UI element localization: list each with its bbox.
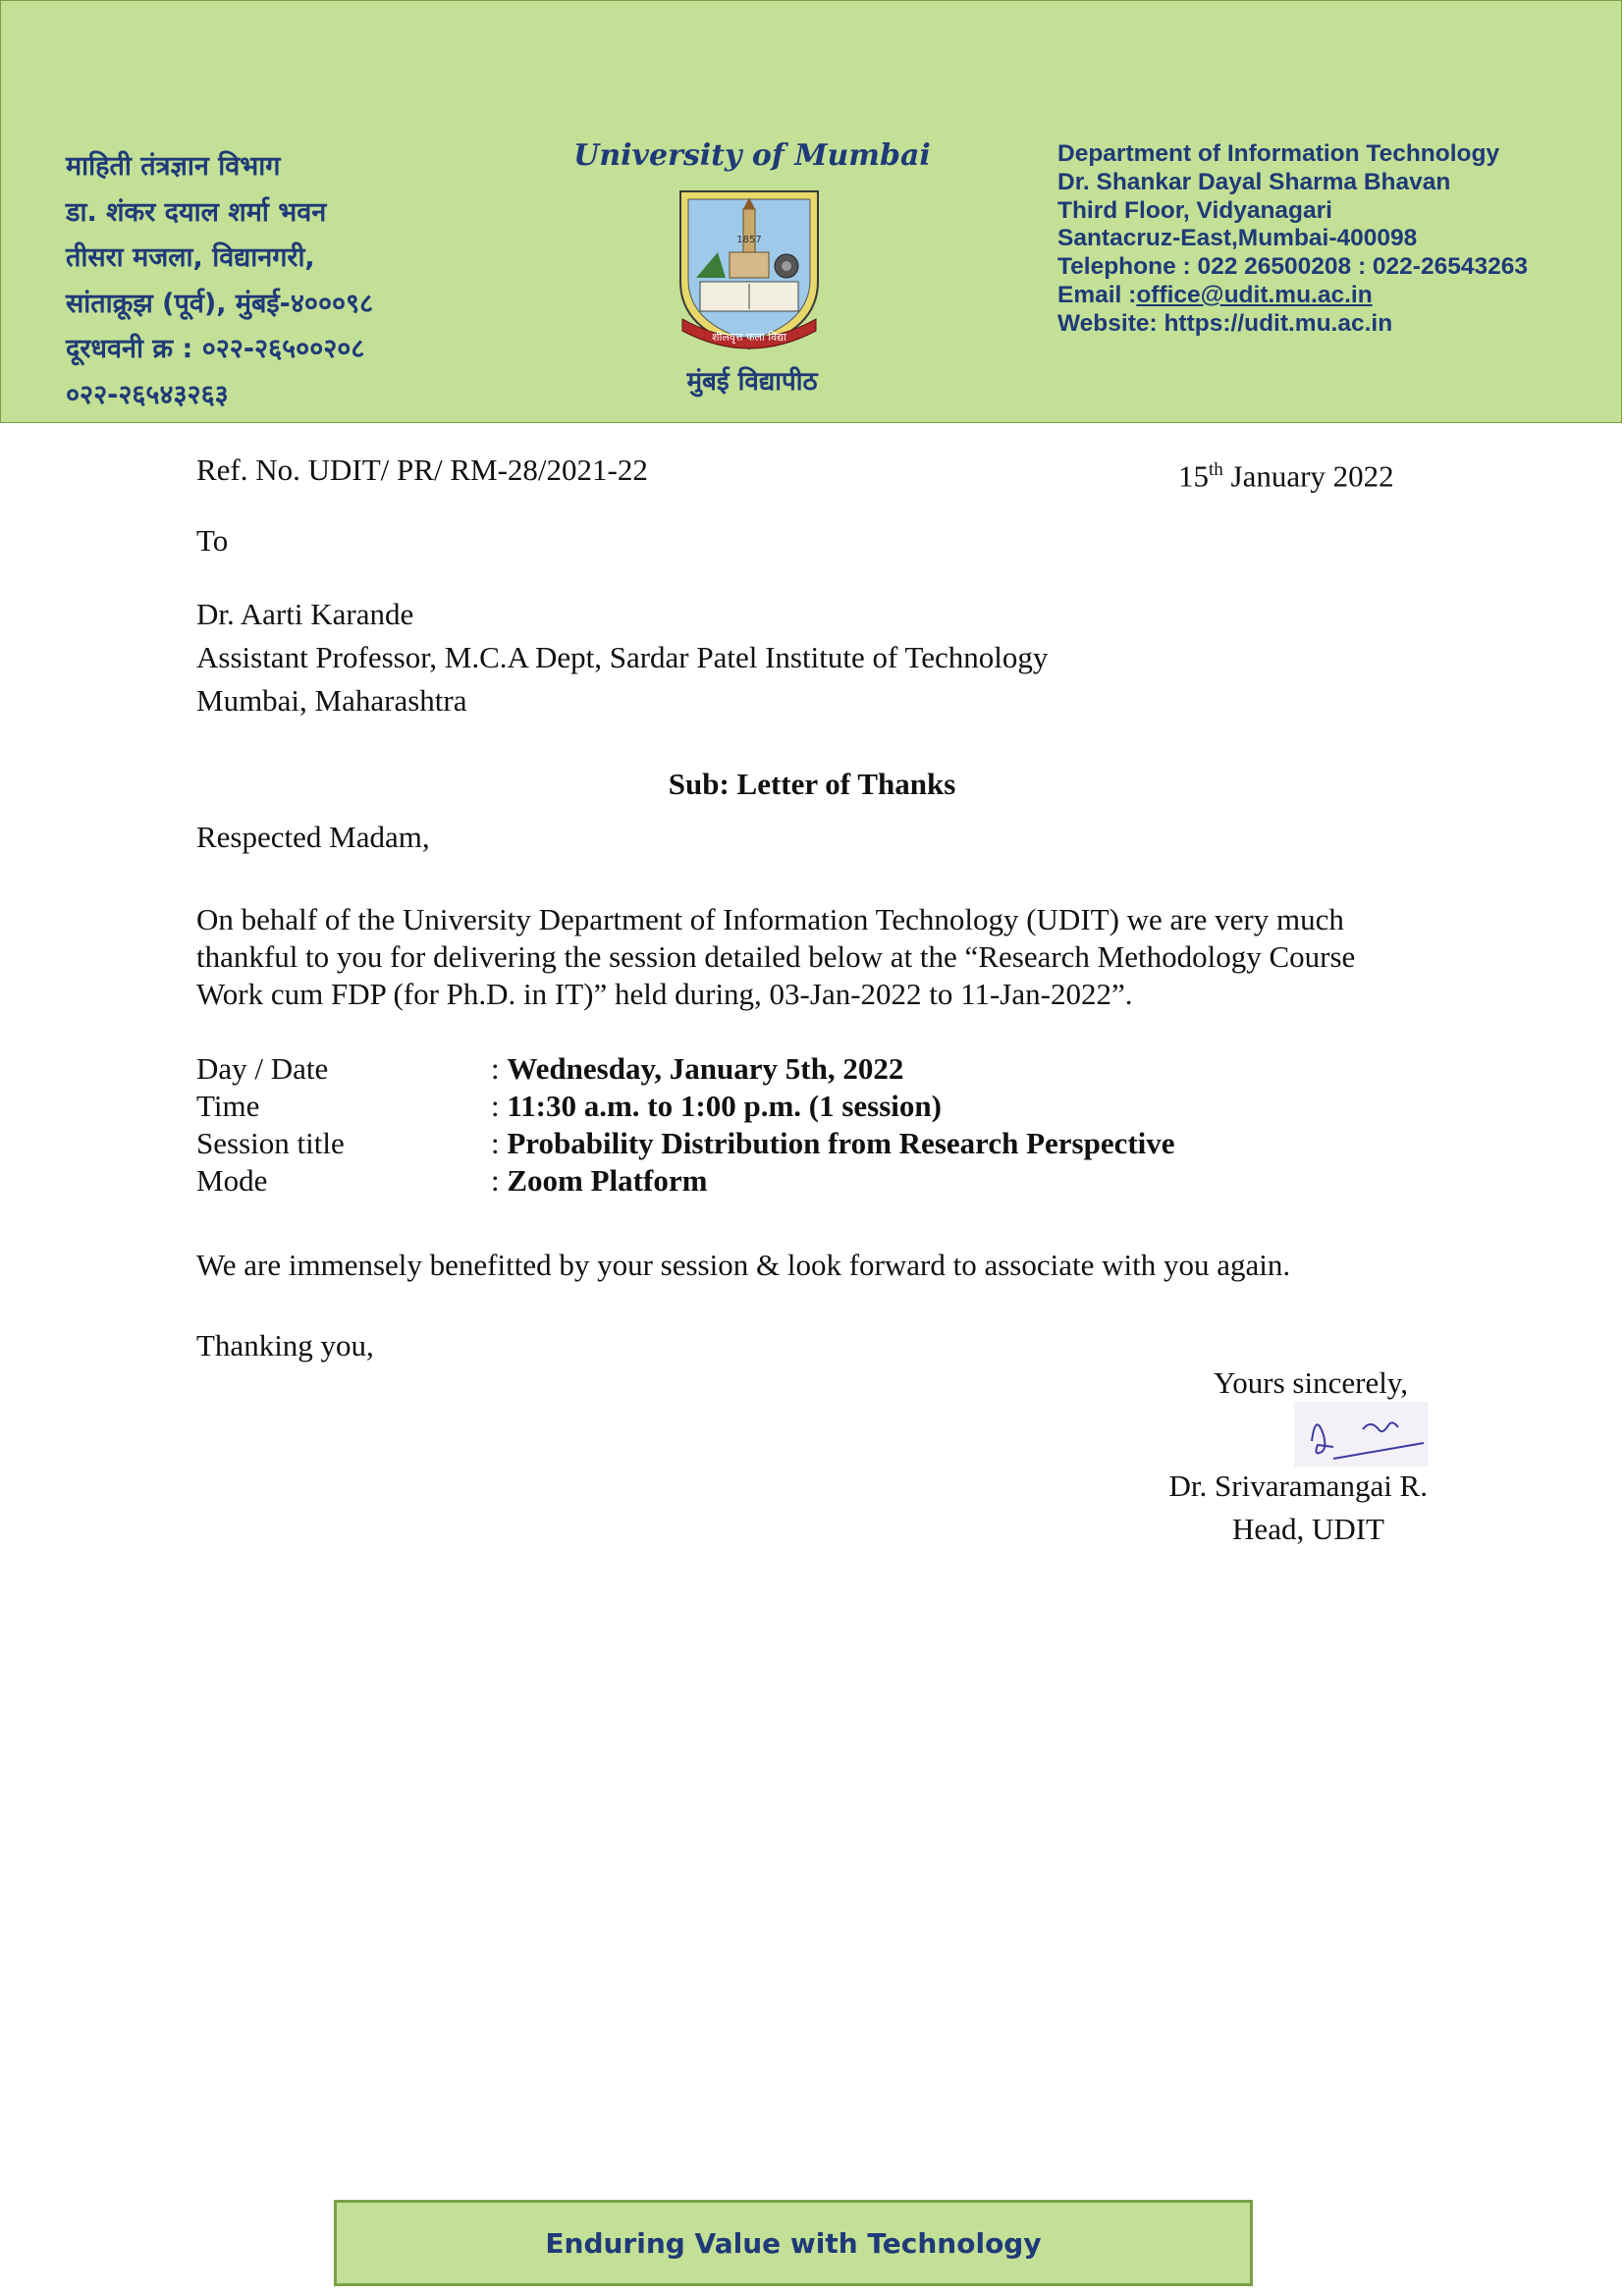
paragraph-line: On behalf of the University Department of Information Technology (UDIT) we are very much	[196, 902, 1344, 936]
detail-value: Wednesday, January 5th, 2022	[507, 1051, 904, 1086]
marathi-line: तीसरा मजला, विद्यानगरी,	[66, 242, 315, 273]
university-marathi-name: मुंबई विद्यापीठ	[686, 367, 818, 397]
to-line: To	[196, 523, 229, 558]
paragraph-line: thankful to you for delivering the session detailed below at the “Research Methodology Course	[196, 939, 1356, 974]
marathi-line: माहिती तंत्रज्ञान विभाग	[66, 151, 281, 182]
addressee-location: Mumbai, Maharashtra	[196, 683, 467, 718]
email-line	[1057, 282, 1528, 310]
emblem-year: 1857	[736, 235, 762, 245]
detail-value: Zoom Platform	[507, 1163, 708, 1198]
email-link[interactable]: office@udit.mu.ac.in	[1136, 281, 1373, 308]
university-title: University of Mumbai	[573, 138, 931, 173]
valediction: Yours sincerely,	[1214, 1365, 1409, 1400]
detail-colon: :	[491, 1089, 508, 1123]
marathi-address	[66, 144, 373, 418]
detail-colon: :	[491, 1051, 508, 1086]
signer-block	[1147, 1465, 1428, 1551]
city-line: Santacruz-East,Mumbai-400098	[1057, 225, 1418, 252]
footer-tagline: Enduring Value with Technology	[545, 2226, 1042, 2260]
footer-banner	[334, 2200, 1253, 2286]
addressee-designation: Assistant Professor, M.C.A Dept, Sardar Patel Institute of Technology	[196, 640, 1049, 674]
addressee-block	[196, 593, 1048, 722]
detail-label: Time	[196, 1089, 260, 1123]
body-paragraph	[196, 901, 1355, 1013]
detail-label: Session title	[196, 1126, 345, 1160]
detail-row-time	[196, 1088, 1175, 1125]
signer-title: Head, UDIT	[1232, 1512, 1384, 1546]
emblem-motto: शीलवृत्त फला विद्या	[711, 331, 787, 344]
addressee-name: Dr. Aarti Karande	[196, 597, 414, 631]
building-name: Dr. Shankar Dayal Sharma Bhavan	[1057, 168, 1451, 195]
email-label: Email :	[1057, 281, 1137, 308]
marathi-line: ०२२-२६५४३२६३	[66, 379, 229, 410]
detail-row-title	[196, 1125, 1175, 1162]
website-line[interactable]: Website: https://udit.mu.ac.in	[1057, 309, 1393, 337]
subject-line	[0, 766, 1624, 803]
salutation: Respected Madam,	[196, 820, 430, 854]
signature-icon	[1294, 1402, 1428, 1467]
detail-row-date	[196, 1050, 1175, 1088]
detail-row-mode	[196, 1162, 1175, 1200]
date-month-year: January 2022	[1222, 458, 1394, 494]
university-emblem-icon	[661, 184, 838, 352]
date-day: 15	[1178, 458, 1209, 494]
letterhead	[0, 0, 1622, 423]
detail-value: Probability Distribution from Research Perspective	[507, 1126, 1175, 1160]
reference-number: Ref. No. UDIT/ PR/ RM-28/2021-22	[196, 453, 648, 487]
detail-value: 11:30 a.m. to 1:00 p.m. (1 session)	[507, 1089, 942, 1123]
detail-label: Day / Date	[196, 1051, 329, 1086]
session-details	[196, 1050, 1175, 1200]
detail-colon: :	[491, 1163, 508, 1198]
marathi-line: डा. शंकर दयाल शर्मा भवन	[66, 196, 327, 228]
subject-text: Sub: Letter of Thanks	[668, 767, 956, 801]
detail-colon: :	[491, 1126, 508, 1160]
english-address	[1057, 140, 1528, 339]
department-name: Department of Information Technology	[1057, 140, 1500, 167]
date-suffix: th	[1209, 459, 1223, 480]
signer-name: Dr. Srivaramangai R.	[1168, 1468, 1428, 1503]
closing-line: We are immensely benefitted by your session & look forward to associate with you again.	[196, 1248, 1291, 1282]
marathi-line: सांताक्रूझ (पूर्व), मुंबई-४०००९८	[66, 288, 374, 319]
telephone-line: Telephone : 022 26500208 : 022-26543263	[1057, 253, 1528, 281]
letter-date	[1178, 452, 1394, 495]
thanking-line: Thanking you,	[196, 1328, 374, 1362]
detail-label: Mode	[196, 1163, 268, 1198]
paragraph-line: Work cum FDP (for Ph.D. in IT)” held during, 03-Jan-2022 to 11-Jan-2022”.	[196, 977, 1133, 1011]
floor-line: Third Floor, Vidyanagari	[1057, 196, 1332, 224]
marathi-line: दूरधवनी क्र : ०२२-२६५००२०८	[66, 334, 365, 364]
